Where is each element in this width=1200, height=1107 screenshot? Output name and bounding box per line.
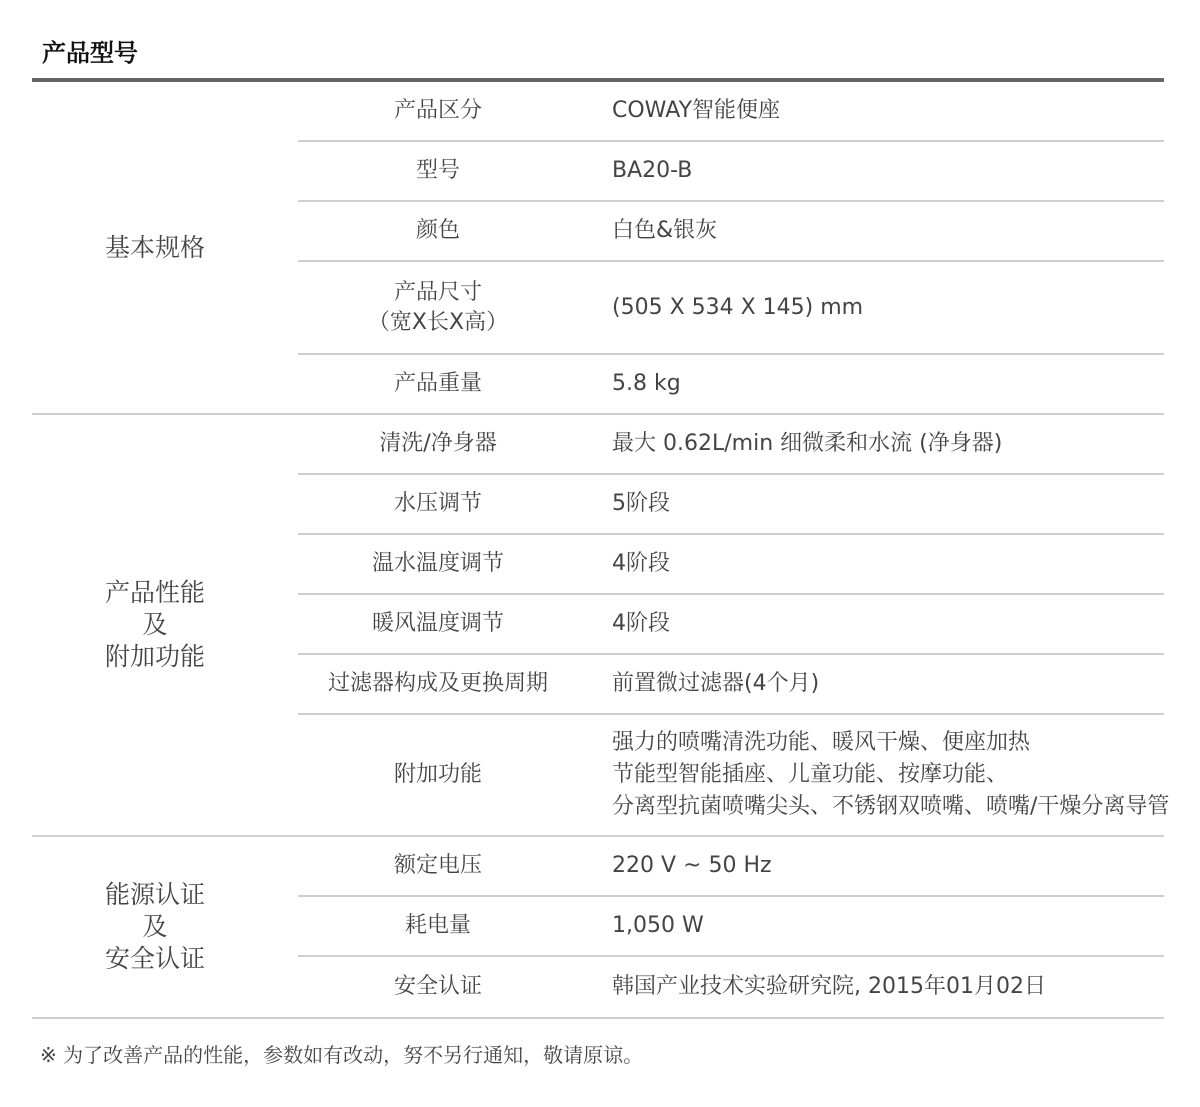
spec-key [298, 760, 578, 790]
spec-key-line: 耗电量 [404, 913, 471, 938]
group-performance [32, 415, 1170, 837]
spec-key-line: 过滤器构成及更换周期 [327, 671, 548, 696]
spec-value [578, 428, 1164, 460]
spec-value [578, 608, 1164, 640]
spec-key [298, 278, 578, 338]
spec-value [578, 292, 1164, 324]
spec-key [298, 429, 578, 459]
spec-value [578, 971, 1164, 1003]
spec-key [298, 972, 578, 1002]
spec-value [578, 548, 1164, 580]
spec-value [578, 215, 1164, 247]
group-label-line: 及 [142, 912, 168, 941]
spec-key [298, 369, 578, 399]
spec-value [578, 155, 1164, 187]
group-label [32, 415, 278, 835]
spec-row [298, 595, 1164, 655]
spec-value-line: 最大 0.62L/min 细微柔和水流 (净身器) [612, 431, 1003, 456]
spec-value-line: 1,050 W [612, 913, 704, 938]
spec-value-line: COWAY智能便座 [612, 98, 781, 123]
group-label-line: 产品性能 [104, 578, 205, 607]
spec-row [298, 837, 1164, 897]
spec-key-line: 额定电压 [393, 853, 482, 878]
spec-key-line: 安全认证 [393, 974, 482, 999]
spec-key [298, 669, 578, 699]
spec-row [298, 415, 1164, 475]
spec-value-line: 强力的喷嘴清洗功能、暖风干燥、便座加热 [612, 730, 1031, 755]
spec-row [298, 655, 1164, 715]
group-label-line: 安全认证 [104, 944, 205, 973]
spec-key-line: 水压调节 [393, 491, 482, 516]
footnote: ※ 为了改善产品的性能，参数如有改动，努不另行通知，敬请原谅。 [40, 1043, 644, 1067]
spec-key-line: 产品区分 [393, 98, 482, 123]
spec-row [298, 897, 1164, 957]
spec-value [578, 668, 1164, 700]
spec-key-line: 清洗/净身器 [379, 431, 497, 456]
spec-key [298, 549, 578, 579]
group-certification [32, 837, 1164, 1019]
spec-value-line: 白色&银灰 [612, 218, 718, 243]
spec-key-line: 产品尺寸 [393, 279, 482, 305]
spec-value-line: 4阶段 [612, 611, 670, 636]
spec-row [298, 202, 1164, 262]
spec-key [298, 216, 578, 246]
group-label [32, 837, 278, 1017]
spec-value-line: 分离型抗菌喷嘴尖头、不锈钢双喷嘴、喷嘴/干燥分离导管 [612, 794, 1170, 819]
spec-table [32, 82, 1170, 1019]
spec-key [298, 156, 578, 186]
spec-row [298, 535, 1164, 595]
spec-value-line: 前置微过滤器(4个月) [612, 671, 820, 696]
spec-value-line: BA20-B [612, 158, 693, 183]
spec-row [298, 355, 1164, 413]
spec-value [578, 850, 1164, 882]
group-label [32, 82, 278, 413]
spec-value-line: 4阶段 [612, 551, 670, 576]
spec-row [298, 715, 1170, 835]
spec-key-line: 颜色 [415, 218, 460, 243]
spec-value-line: 220 V ~ 50 Hz [612, 853, 772, 878]
spec-value [578, 488, 1164, 520]
group-label-line: 基本规格 [104, 232, 205, 262]
spec-value [578, 368, 1164, 400]
spec-value [578, 910, 1164, 942]
spec-value-line: 5.8 kg [612, 371, 681, 396]
spec-key-line: （宽X长X高） [367, 309, 509, 335]
spec-key [298, 911, 578, 941]
spec-row [298, 82, 1164, 142]
group-label-line: 附加功能 [104, 642, 205, 671]
spec-value-line: 韩国产业技术实验研究院, 2015年01月02日 [612, 974, 1046, 999]
spec-row [298, 262, 1164, 355]
spec-key-line: 产品重量 [393, 371, 482, 396]
spec-key-line: 附加功能 [393, 762, 482, 787]
spec-value-line: (505 X 534 X 145) mm [612, 294, 864, 320]
spec-key-line: 温水温度调节 [371, 551, 504, 576]
spec-key [298, 609, 578, 639]
group-label-line: 及 [142, 610, 168, 639]
spec-row [298, 142, 1164, 202]
spec-value-line: 5阶段 [612, 491, 670, 516]
page-title: 产品型号 [42, 39, 138, 67]
spec-key [298, 96, 578, 126]
spec-key-line: 型号 [415, 158, 460, 183]
spec-value [578, 727, 1169, 823]
spec-value [578, 95, 1164, 127]
spec-key-line: 暖风温度调节 [371, 611, 504, 636]
spec-key [298, 851, 578, 881]
group-basic-specs [32, 82, 1164, 415]
spec-row [298, 475, 1164, 535]
spec-value-line: 节能型智能插座、儿童功能、按摩功能、 [612, 762, 1009, 787]
spec-key [298, 489, 578, 519]
group-label-line: 能源认证 [104, 880, 205, 909]
spec-row [298, 957, 1164, 1017]
